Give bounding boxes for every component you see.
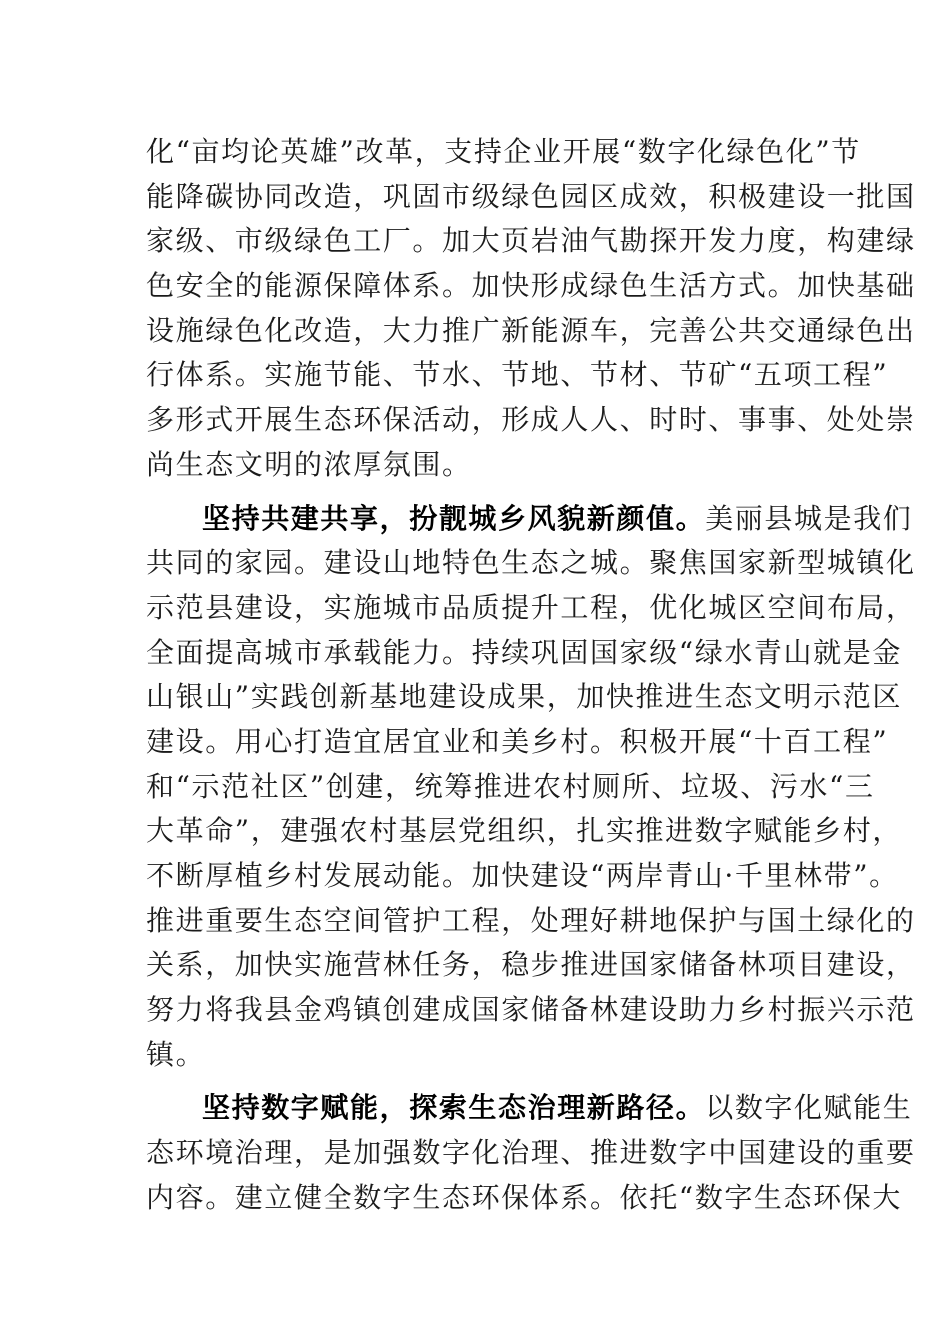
paragraph-3-first-line-text: 以数字化赋能生 (705, 1091, 913, 1125)
paragraph-2-line-5: 山银山”实践创新基地建设成果，加快推进生态文明示范区 (146, 680, 902, 714)
paragraph-2-line-9: 不断厚植乡村发展动能。加快建设“两岸青山·千里林带”。 (146, 859, 899, 892)
paragraph-2-line-11: 关系，加快实施营林任务，稳步推进国家储备林项目建设， (146, 948, 916, 982)
paragraph-2-line-3: 示范县建设，实施城市品质提升工程，优化城区空间布局， (146, 590, 916, 624)
document-body (146, 130, 916, 1221)
paragraph-1-line-5: 设施绿色化改造，大力推广新能源车，完善公共交通绿色出 (146, 313, 916, 347)
paragraph-3-line-2: 态环境治理，是加强数字化治理、推进数字中国建设的重要 (146, 1136, 916, 1170)
paragraph-2-first-line-text: 美丽县城是我们 (705, 501, 913, 535)
paragraph-1-line-4: 色安全的能源保障体系。加快形成绿色生活方式。加快基础 (146, 269, 916, 303)
paragraph-2-first-line (146, 497, 913, 542)
paragraph-2-line-4: 全面提高城市承载能力。持续巩固国家级“绿水青山就是金 (146, 635, 902, 669)
paragraph-1-line-2: 能降碳协同改造，巩固市级绿色园区成效，积极建设一批国 (146, 179, 916, 213)
paragraph-3-line-3: 内容。建立健全数字生态环保体系。依托“数字生态环保大 (146, 1180, 902, 1214)
paragraph-2-line-7: 和“示范社区”创建，统筹推进农村厕所、垃圾、污水“三 (146, 769, 875, 803)
paragraph-2-line-12: 努力将我县金鸡镇创建成国家储备林建设助力乡村振兴示范 (146, 993, 916, 1027)
paragraph-2-line-2: 共同的家园。建设山地特色生态之城。聚焦国家新型城镇化 (146, 546, 916, 580)
paragraph-1-line-1: 化“亩均论英雄”改革，支持企业开展“数字化绿色化”节 (146, 135, 861, 168)
paragraph-1-line-8: 尚生态文明的浓厚氛围。 (146, 447, 472, 481)
paragraph-2-line-13: 镇。 (146, 1037, 206, 1071)
paragraph-1-line-6: 行体系。实施节能、节水、节地、节材、节矿“五项工程” (146, 358, 889, 392)
paragraph-3-first-line (146, 1086, 913, 1131)
paragraph-1-line-7: 多形式开展生态环保活动，形成人人、时时、事事、处处崇 (146, 403, 916, 437)
paragraph-3-heading: 坚持数字赋能，探索生态治理新路径。 (202, 1091, 706, 1125)
paragraph-2-line-6: 建设。用心打造宜居宜业和美乡村。积极开展“十百工程” (146, 724, 889, 758)
paragraph-2-heading: 坚持共建共享，扮靓城乡风貌新颜值。 (202, 501, 706, 535)
paragraph-2-line-10: 推进重要生态空间管护工程，处理好耕地保护与国土绿化的 (146, 903, 916, 937)
paragraph-2-line-8: 大革命”，建强农村基层党组织，扎实推进数字赋能乡村， (146, 814, 902, 848)
paragraph-1-line-3: 家级、市级绿色工厂。加大页岩油气勘探开发力度，构建绿 (146, 224, 916, 258)
